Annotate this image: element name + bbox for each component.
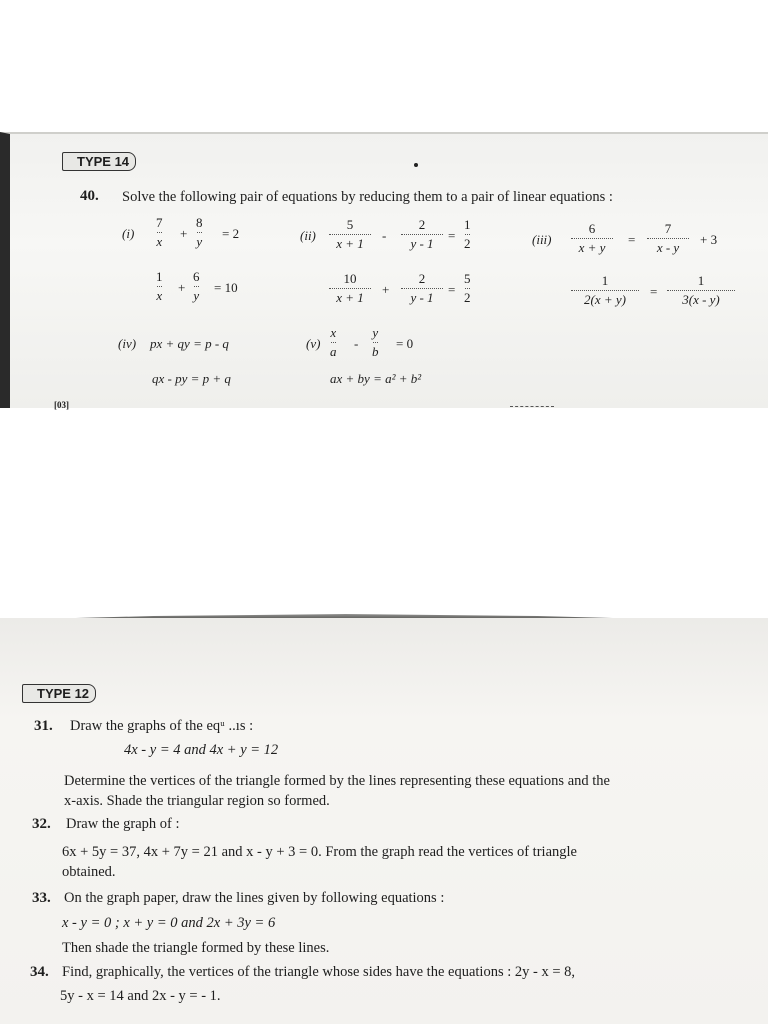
label-v: (v) — [306, 336, 321, 351]
ii-eq1-frac2: 2 y - 1 — [400, 216, 444, 253]
type-14-tag: TYPE 14 — [62, 152, 136, 171]
ii-eq2-frac1: 10 x + 1 — [328, 270, 372, 307]
question-32-line3: obtained. — [62, 864, 116, 880]
iii-eq2-eq: = — [650, 284, 658, 299]
i-eq2-frac2: 6 y — [193, 269, 200, 303]
i-eq1-frac1: 7 x — [156, 215, 163, 249]
ii-eq1-eq: = — [448, 228, 456, 243]
question-32-line2: 6x + 5y = 37, 4x + 7y = 21 and x - y + 3 = 0. From the graph read the vertices of triangle — [62, 844, 577, 860]
ii-eq2-frac2: 2 y - 1 — [400, 270, 444, 307]
iii-eq1-tail: + 3 — [700, 232, 718, 247]
question-31-line1: Draw the graphs of the eqᵘ ..ıs : — [70, 718, 254, 734]
iii-eq1-eq: = — [628, 232, 636, 247]
question-34-number: 34. — [30, 964, 49, 980]
v-eq2: ax + by = a² + b² — [330, 371, 422, 386]
upper-page — [0, 132, 768, 408]
ink-dot — [414, 163, 418, 167]
label-i: (i) — [122, 226, 135, 241]
question-40-text: Solve the following pair of equations by reducing them to a pair of linear equations : — [122, 189, 613, 205]
page-fragment: [03] — [54, 400, 69, 410]
dashed-rule — [510, 406, 554, 407]
question-33-number: 33. — [32, 890, 51, 906]
iv-eq1: px + qy = p - q — [150, 336, 229, 351]
iii-eq2-frac2: 1 3(x - y) — [666, 272, 736, 309]
question-40-number: 40. — [80, 188, 99, 204]
i-eq2-op: + — [178, 280, 186, 295]
ii-eq2-eq: = — [448, 282, 456, 297]
ii-eq2-frac3: 5 2 — [464, 271, 471, 305]
iii-eq1-frac2: 7 x - y — [646, 220, 690, 257]
i-eq1-op: + — [180, 226, 188, 241]
i-eq1-frac2: 8 y — [196, 215, 203, 249]
question-34-line2: 5y - x = 14 and 2x - y = - 1. — [60, 988, 221, 1004]
question-34-line1: Find, graphically, the vertices of the triangle whose sides have the equations : 2y - x = 8, — [62, 964, 575, 980]
question-33-equation: x - y = 0 ; x + y = 0 and 2x + 3y = 6 — [62, 915, 276, 931]
i-eq2-frac1: 1 x — [156, 269, 163, 303]
type-12-tag: TYPE 12 — [22, 684, 96, 703]
ii-eq1-frac3: 1 2 — [464, 217, 471, 251]
label-iv: (iv) — [118, 336, 137, 351]
question-31-line2: Determine the vertices of the triangle formed by the lines representing these equations and the — [64, 773, 610, 789]
v-frac2: y b — [372, 325, 379, 359]
question-31-equation: 4x - y = 4 and 4x + y = 12 — [124, 742, 279, 758]
v-rhs: = 0 — [396, 336, 414, 351]
i-eq1-rhs: = 2 — [222, 226, 240, 241]
label-ii: (ii) — [300, 228, 316, 243]
question-31-number: 31. — [34, 718, 53, 734]
ii-eq2-op: + — [382, 282, 390, 297]
i-eq2-rhs: = 10 — [214, 280, 238, 295]
question-31-line3: x-axis. Shade the triangular region so formed. — [64, 793, 330, 809]
v-op: - — [354, 336, 359, 351]
question-33-line1: On the graph paper, draw the lines given by following equations : — [64, 890, 445, 906]
iii-eq1-frac1: 6 x + y — [570, 220, 614, 257]
lower-page — [0, 618, 768, 1024]
label-iii: (iii) — [532, 232, 552, 247]
iv-eq2: qx - py = p + q — [152, 371, 231, 386]
question-32-line1: Draw the graph of : — [66, 816, 180, 832]
v-frac1: x a — [330, 325, 337, 359]
ii-eq1-op: - — [382, 228, 387, 243]
iii-eq2-frac1: 1 2(x + y) — [570, 272, 640, 309]
question-32-number: 32. — [32, 816, 51, 832]
ii-eq1-frac1: 5 x + 1 — [328, 216, 372, 253]
question-33-line2: Then shade the triangle formed by these lines. — [62, 940, 330, 956]
